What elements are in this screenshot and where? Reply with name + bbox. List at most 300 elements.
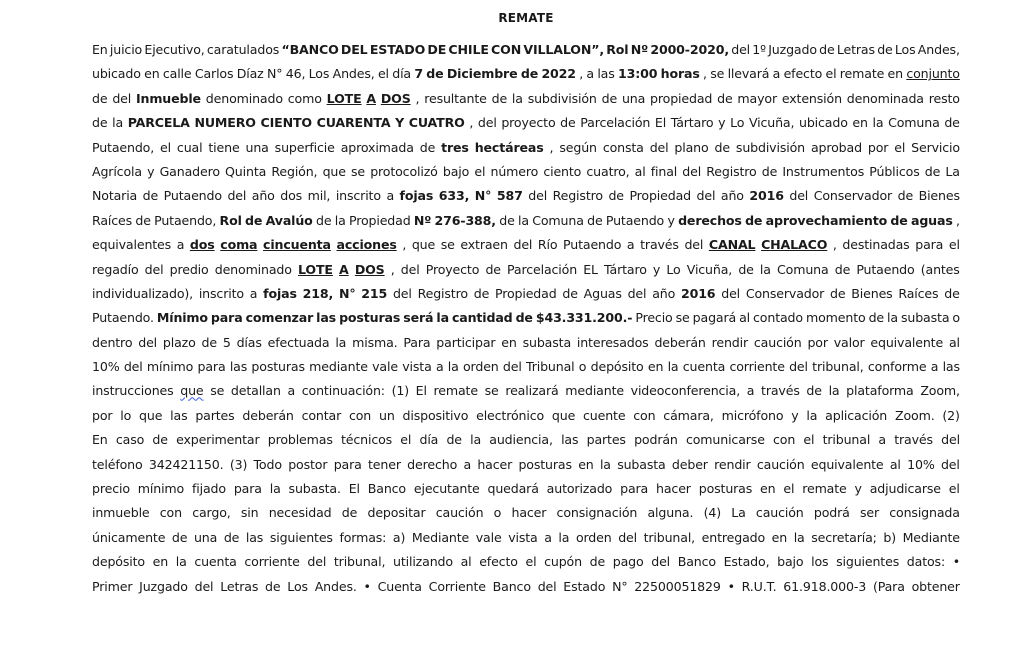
text-run: del <box>513 237 533 253</box>
text-run: NUMERO <box>194 115 256 131</box>
text-run: a <box>586 66 594 82</box>
text-run: la <box>335 334 347 350</box>
text-run: PARCELA <box>127 115 190 131</box>
text-run: se <box>675 310 690 326</box>
text-run: aplicación <box>825 407 888 423</box>
text-run: efecto <box>479 554 518 570</box>
text-run: técnicos <box>340 432 393 448</box>
segment-text <box>92 599 93 600</box>
text-run: Carlos <box>194 66 234 82</box>
text-run: Banco <box>677 554 716 570</box>
text-run: aprovechamiento <box>765 212 888 228</box>
text-run: una <box>245 139 269 155</box>
text-run: , <box>415 90 420 106</box>
text-run: ser <box>859 505 879 521</box>
text-run: interesados <box>576 334 649 350</box>
paragraph-line <box>92 136 960 160</box>
text-run: , <box>549 139 554 155</box>
segment-text <box>92 599 93 600</box>
text-run: al <box>634 163 646 179</box>
text-run: Conservador <box>813 188 893 204</box>
segment-text <box>92 599 93 600</box>
text-run: en <box>144 66 160 82</box>
text-run: Díaz <box>236 66 264 82</box>
text-run: depósito <box>92 554 145 570</box>
text-run: Notaria <box>92 188 138 204</box>
text-run: Registro <box>552 188 603 204</box>
text-run: con <box>159 505 182 521</box>
text-run: del <box>789 188 809 204</box>
text-run: cual <box>176 139 203 155</box>
text-run: para <box>915 237 944 253</box>
segment-text <box>92 599 93 600</box>
text-run: Corriente <box>428 578 486 594</box>
paragraph-line <box>92 428 960 452</box>
text-run: por <box>92 407 113 423</box>
text-run: las <box>597 66 615 82</box>
text-run: del <box>144 261 164 277</box>
text-run: Servicio <box>911 139 960 155</box>
text-run: continuación: <box>301 383 385 399</box>
text-run: una <box>193 529 218 545</box>
text-run: o <box>493 505 502 521</box>
segment-text <box>92 599 93 600</box>
text-run: Rol <box>219 212 242 228</box>
text-run: Mediante <box>902 529 960 545</box>
text-run: Putaendo. <box>92 310 154 326</box>
text-run: deberán <box>242 407 294 423</box>
text-run: de <box>587 212 603 228</box>
text-run: 7 <box>414 66 423 82</box>
text-run: datos: <box>906 554 946 570</box>
text-run: del <box>940 456 960 472</box>
segment-text <box>92 599 93 600</box>
segment-text <box>92 599 93 600</box>
text-run: dos <box>189 237 215 253</box>
text-run: o <box>578 359 587 375</box>
text-run: en <box>501 334 517 350</box>
text-run: calle <box>162 66 192 82</box>
text-run: consta <box>602 139 644 155</box>
text-run: conjunto <box>906 66 960 82</box>
text-run: vale <box>372 359 398 375</box>
text-run: sin <box>240 505 259 521</box>
text-run: 587 <box>496 188 523 204</box>
text-run: la <box>518 212 529 228</box>
text-run: orden <box>463 359 499 375</box>
text-run: detallan <box>230 383 281 399</box>
text-run: DEL <box>340 42 368 57</box>
text-run: La <box>945 163 960 179</box>
text-run: mediante <box>309 359 368 375</box>
text-run: las <box>229 359 248 375</box>
text-run: el <box>783 481 795 497</box>
segment-text <box>92 599 93 600</box>
text-run: cuatro, <box>586 163 630 179</box>
text-run: de <box>515 310 533 326</box>
text-run: del <box>123 359 143 375</box>
text-run: y <box>652 261 661 277</box>
text-run: aguas <box>910 212 953 228</box>
text-run: el <box>803 432 815 448</box>
segment-text <box>92 599 93 600</box>
text-run: (2) <box>942 407 960 423</box>
text-run: en <box>760 481 776 497</box>
text-run: DE <box>427 42 447 57</box>
text-run: plataforma <box>846 383 914 399</box>
text-run: pago <box>612 554 644 570</box>
text-run: con <box>773 432 796 448</box>
text-run: días <box>236 334 262 350</box>
text-run: la <box>558 529 570 545</box>
text-run: plano <box>674 139 709 155</box>
text-run: bajo <box>777 554 804 570</box>
segment-text <box>92 599 93 600</box>
text-run: Quinta <box>225 163 267 179</box>
text-run: DOS <box>380 90 411 106</box>
text-run: Raíces <box>898 285 939 301</box>
segment-text <box>92 599 93 600</box>
text-run: será <box>403 310 434 326</box>
segment-text <box>92 599 93 600</box>
text-run: para <box>210 310 243 326</box>
text-run: la <box>511 90 523 106</box>
text-run: año <box>251 188 275 204</box>
text-run: se <box>351 163 366 179</box>
text-run: se <box>210 383 225 399</box>
paragraph-line <box>92 282 960 306</box>
text-run: siguientes <box>836 554 900 570</box>
text-run: CIENTO <box>260 115 312 131</box>
text-run: A <box>339 261 349 277</box>
text-run: de <box>520 66 539 82</box>
text-run: ubicado <box>92 66 141 82</box>
text-run: momento <box>805 310 866 326</box>
text-run: 46, <box>285 66 306 82</box>
text-run: subasta. <box>288 481 341 497</box>
text-run: El <box>654 115 667 131</box>
text-run: por <box>807 334 828 350</box>
text-run: a <box>746 383 755 399</box>
text-run: inscrito <box>335 188 381 204</box>
text-run: participar <box>436 334 496 350</box>
text-run: posturas <box>518 456 572 472</box>
text-run: utilizando <box>393 554 453 570</box>
text-run: 2022 <box>541 66 576 82</box>
text-run: rendir <box>711 334 749 350</box>
text-run: Lo <box>666 261 681 277</box>
text-run: comunicarse <box>685 432 765 448</box>
text-run: mínimo <box>137 481 185 497</box>
text-run: Andes, <box>332 66 375 82</box>
text-run: año <box>652 285 676 301</box>
text-run: Los <box>894 42 916 57</box>
text-run: N° <box>612 578 628 594</box>
text-run: al <box>889 456 901 472</box>
paragraph-line <box>92 331 960 355</box>
text-run: DOS <box>354 261 385 277</box>
segment-text <box>92 599 93 600</box>
text-run: horas <box>660 66 700 82</box>
text-run: mínimo <box>146 359 194 375</box>
paragraph-line <box>92 501 960 525</box>
text-run: Conservador <box>745 285 825 301</box>
text-run: al <box>948 334 960 350</box>
text-run: Aguas <box>583 285 622 301</box>
text-run: Los <box>287 578 308 594</box>
text-run: de <box>135 212 151 228</box>
text-run: podrán <box>634 432 678 448</box>
text-run: 1º <box>752 42 766 57</box>
text-run: 2016 <box>680 285 716 301</box>
text-run: de <box>745 212 763 228</box>
text-run: Propiedad <box>348 212 411 228</box>
text-run: posturas <box>251 359 305 375</box>
text-run: de <box>201 334 217 350</box>
text-run: N° <box>474 188 492 204</box>
text-run: la <box>793 529 805 545</box>
text-run: Vicuña, <box>686 261 733 277</box>
text-run: y <box>667 212 675 228</box>
text-run: corriente <box>729 359 785 375</box>
text-run: número <box>490 163 539 179</box>
text-run: la <box>806 407 818 423</box>
segment-text <box>92 599 93 600</box>
text-run: Primer <box>92 578 133 594</box>
text-run: tribunal, <box>812 359 864 375</box>
text-run: Tártaro <box>670 115 714 131</box>
text-run: llevará <box>727 66 770 82</box>
text-run: aprobad <box>810 139 862 155</box>
text-run: mayor <box>737 90 777 106</box>
paragraph-line <box>92 233 960 257</box>
text-run: • <box>952 554 960 570</box>
text-run: año <box>720 188 744 204</box>
paragraph-line <box>92 306 960 330</box>
text-run: Registro <box>417 285 468 301</box>
text-run: Andes, <box>917 42 960 57</box>
text-run: tener <box>368 456 401 472</box>
text-run: las <box>316 310 337 326</box>
text-run: de <box>819 42 835 57</box>
text-run: contar <box>301 407 342 423</box>
text-run: efectuada <box>267 334 330 350</box>
text-run: de <box>491 90 508 106</box>
text-run: del <box>731 42 751 57</box>
text-run: deberán <box>654 334 706 350</box>
text-run: Zoom. <box>894 407 935 423</box>
text-run: Avalúo <box>265 212 313 228</box>
text-run: superficie <box>274 139 335 155</box>
paragraph-line <box>92 453 960 477</box>
text-run: subasta <box>617 456 666 472</box>
text-run: y <box>791 407 799 423</box>
text-run: ubicado <box>799 115 848 131</box>
text-run: derechos <box>678 212 742 228</box>
text-run: 2016 <box>749 188 784 204</box>
paragraph-line <box>92 404 960 428</box>
text-run: 633, <box>438 188 470 204</box>
text-run: R.U.T. <box>741 578 777 594</box>
text-run: únicamente <box>92 529 166 545</box>
text-run: 10% <box>92 359 120 375</box>
segment-text <box>92 599 93 600</box>
text-run: bajo <box>442 163 470 179</box>
text-run: las <box>942 359 960 375</box>
text-run: remate <box>802 481 847 497</box>
text-run: de <box>92 115 108 131</box>
text-run: caratulados <box>206 42 280 57</box>
segment-text <box>92 599 93 600</box>
text-run: , <box>703 66 707 82</box>
text-run: al <box>460 554 472 570</box>
text-run: quedará <box>487 481 539 497</box>
text-run: Proyecto <box>425 261 480 277</box>
text-run: Juzgado <box>768 42 817 57</box>
text-run: de <box>924 163 941 179</box>
text-run: día <box>419 432 439 448</box>
segment-text <box>92 599 93 600</box>
document-body <box>92 38 960 599</box>
text-run: tres <box>441 139 469 155</box>
segment-text <box>92 599 93 600</box>
text-run: realizará <box>505 383 559 399</box>
text-run: de <box>830 285 846 301</box>
text-run: cincuenta <box>263 237 331 253</box>
text-run: el <box>948 481 960 497</box>
text-run: para <box>620 481 649 497</box>
text-run: corriente <box>244 554 300 570</box>
text-run: consignada <box>889 505 960 521</box>
text-run: las <box>245 529 264 545</box>
text-run: el <box>474 163 486 179</box>
text-run: a <box>626 237 635 253</box>
text-run: con <box>633 407 656 423</box>
text-run: Putaendo <box>605 212 665 228</box>
text-run: instrucciones <box>92 383 174 399</box>
text-run: de <box>601 90 618 106</box>
text-run: Lo <box>730 115 745 131</box>
text-run: caso <box>115 432 145 448</box>
text-run: día <box>392 66 411 82</box>
text-run: partes <box>195 407 235 423</box>
segment-text <box>92 599 93 600</box>
text-run: para <box>333 456 362 472</box>
text-run: postor <box>288 456 328 472</box>
text-run: plazo <box>162 334 196 350</box>
text-run: 215 <box>361 285 388 301</box>
text-run: experimentar <box>176 432 260 448</box>
text-run: remate <box>433 383 478 399</box>
text-run: Zoom, <box>920 383 960 399</box>
text-run: remate <box>839 66 885 82</box>
text-run: fijado <box>191 481 226 497</box>
text-run: contado <box>753 310 803 326</box>
text-run: el <box>948 237 960 253</box>
text-run: deber <box>671 456 708 472</box>
text-run: que <box>551 407 576 423</box>
text-run: Instrumentos <box>782 163 865 179</box>
segment-text <box>92 599 93 600</box>
text-run: la <box>872 115 884 131</box>
text-run: , <box>832 237 837 253</box>
text-run: orden <box>575 529 612 545</box>
segment-text <box>92 599 93 600</box>
segment-text <box>92 599 93 600</box>
text-run: cantidad <box>451 310 513 326</box>
text-run: tribunal, <box>643 529 696 545</box>
text-run: la <box>828 383 840 399</box>
paragraph-line <box>92 209 960 233</box>
text-run: “BANCO <box>281 42 339 57</box>
text-run: Juzgado <box>139 578 188 594</box>
text-run: de <box>944 285 960 301</box>
text-run: por <box>867 139 889 155</box>
text-run: a <box>544 529 552 545</box>
text-run: y <box>147 163 155 179</box>
text-run: de <box>426 66 444 82</box>
text-run: de <box>142 188 159 204</box>
text-run: caución <box>435 505 484 521</box>
text-run: de <box>473 285 490 301</box>
text-run: depósito <box>590 359 644 375</box>
text-run: en <box>152 554 169 570</box>
text-run: precio <box>92 481 130 497</box>
text-run: de <box>92 90 108 106</box>
text-run: se <box>440 237 455 253</box>
text-run: resultante <box>424 90 487 106</box>
document-title: REMATE <box>498 11 554 25</box>
text-run: Todo <box>253 456 282 472</box>
text-run: • <box>363 578 371 594</box>
text-run: Banco <box>367 481 406 497</box>
text-run: posturas <box>698 481 753 497</box>
text-run: del <box>789 359 808 375</box>
text-run: obtener <box>911 578 960 594</box>
text-run: equivalente <box>870 334 944 350</box>
text-run: de <box>265 578 281 594</box>
text-run: • <box>727 578 735 594</box>
text-run: CUATRO <box>408 115 465 131</box>
text-run: Río <box>537 237 558 253</box>
text-run: ESTADO <box>369 42 426 57</box>
text-run: fojas <box>399 188 434 204</box>
text-run: lo <box>120 407 132 423</box>
text-run: valor <box>833 334 865 350</box>
text-run: formas: <box>339 529 387 545</box>
text-run: Putaendo <box>563 237 622 253</box>
text-run: a <box>176 237 185 253</box>
segment-text <box>92 599 93 600</box>
segment-text <box>92 599 93 600</box>
text-run: predio <box>169 261 209 277</box>
text-run: del <box>400 261 420 277</box>
text-run: y <box>854 481 862 497</box>
text-run: del <box>618 529 637 545</box>
text-run: del <box>502 359 522 375</box>
text-run: Comuna <box>777 261 829 277</box>
segment-text <box>92 599 93 600</box>
text-run: en <box>578 456 594 472</box>
segment-text <box>92 599 93 600</box>
text-run: subdivisión <box>735 139 805 155</box>
text-run: resto <box>928 90 960 106</box>
text-run: a <box>287 383 296 399</box>
text-run: de <box>223 529 240 545</box>
text-run: En <box>92 42 108 57</box>
text-run: del <box>477 115 497 131</box>
text-run: La <box>731 505 746 521</box>
